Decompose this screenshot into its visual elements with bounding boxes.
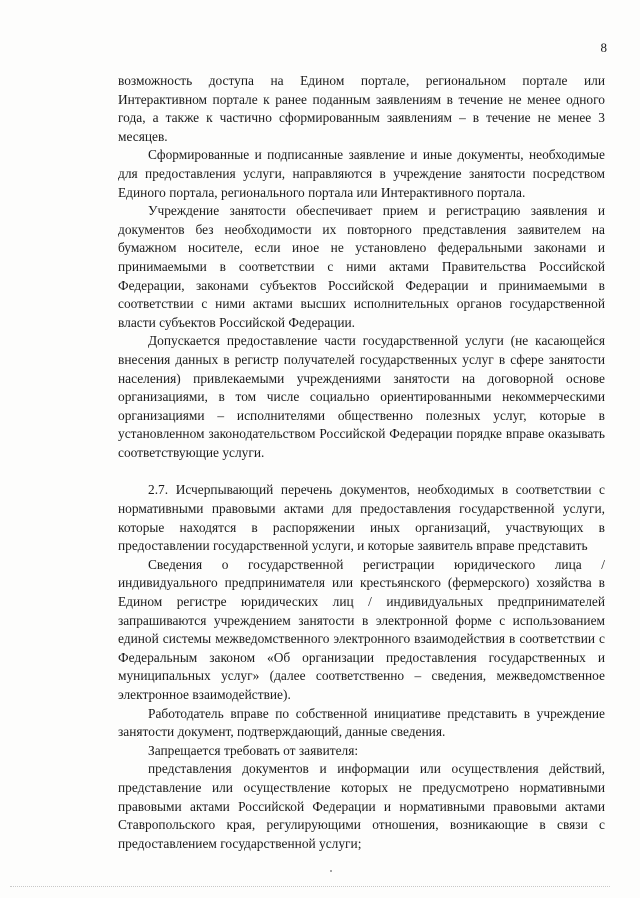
paragraph-reception-registration: Учреждение занятости обеспечивает прием и регистрацию заявления и документов без необходимости их повторного представления заявителем на бумажном носителе, если иное не установлено федеральными законами и принимаемыми в соответствии с ними актами Правительства Российской Федерации, законами субъектов Российской Федерации и принимаемыми в соответствии с ними актами высших исполнительных органов государственной власти субъектов Российской Федерации. bbox=[118, 203, 605, 330]
page-number: 8 bbox=[600, 40, 607, 55]
scan-bottom-edge bbox=[10, 886, 610, 887]
document-body bbox=[118, 72, 605, 853]
paragraph-employer-initiative: Работодатель вправе по собственной инициативе представить в учреждение занятости документ, подтверждающий, данные сведения. bbox=[118, 705, 605, 740]
paragraph-prohibition-intro: Запрещается требовать от заявителя: bbox=[148, 742, 359, 758]
paragraph-registration-info: Сведения о государственной регистрации юридического лица / индивидуального предпринимателя или крестьянского (фермерского) хозяйства в Едином регистре юридических лиц / индивидуальных предпринимателей запрашиваются учреждением занятости в электронной форме с использованием единой системы межведомственного электронного взаимодействия в соответствии с Федеральным законом «Об организации предоставления государственных и муниципальных услуг» (далее соответственно – сведения, межведомственное электронное взаимодействие). bbox=[118, 556, 605, 702]
section-gap bbox=[118, 462, 605, 481]
section-heading-2-7: 2.7. Исчерпывающий перечень документов, необходимых в соответствии с нормативными правовыми актами для предоставления государственной услуги, которые находятся в распоряжении иных организаций, участвующих в предоставлении государственной услуги, и которые заявитель вправе представить bbox=[118, 482, 605, 554]
paragraph-portal-access: возможность доступа на Едином портале, региональном портале или Интерактивном портале к ранее поданным заявлениям в течение не менее одного года, а также к частично сформированным заявлениям – в течение не менее 3 месяцев. bbox=[118, 73, 605, 144]
paragraph-formed-documents: Сформированные и подписанные заявление и иные документы, необходимые для предоставления услуги, направляются в учреждение занятости посредством Единого портала, регионального портала или Интерактивного портала. bbox=[118, 147, 605, 200]
paragraph-prohibition-item: представления документов и информации или осуществления действий, представление или осуществление которых не предусмотрено нормативными правовыми актами Российской Федерации и нормативными правовыми актами Ставропольского края, регулирующими отношения, возникающие в связи с предоставлением государственной услуги; bbox=[118, 761, 605, 851]
paragraph-partial-service: Допускается предоставление части государственной услуги (не касающейся внесения данных в регистр получателей государственных услуг в сфере занятости населения) привлекаемыми учреждениями занятости на договорной основе организациями, в том числе социально ориентированными некоммерческими организациями – исполнителями общественно полезных услуг, которые в установленном законодательством Российской Федерации порядке вправе оказывать соответствующие услуги. bbox=[118, 333, 605, 460]
scan-speck bbox=[330, 870, 332, 872]
